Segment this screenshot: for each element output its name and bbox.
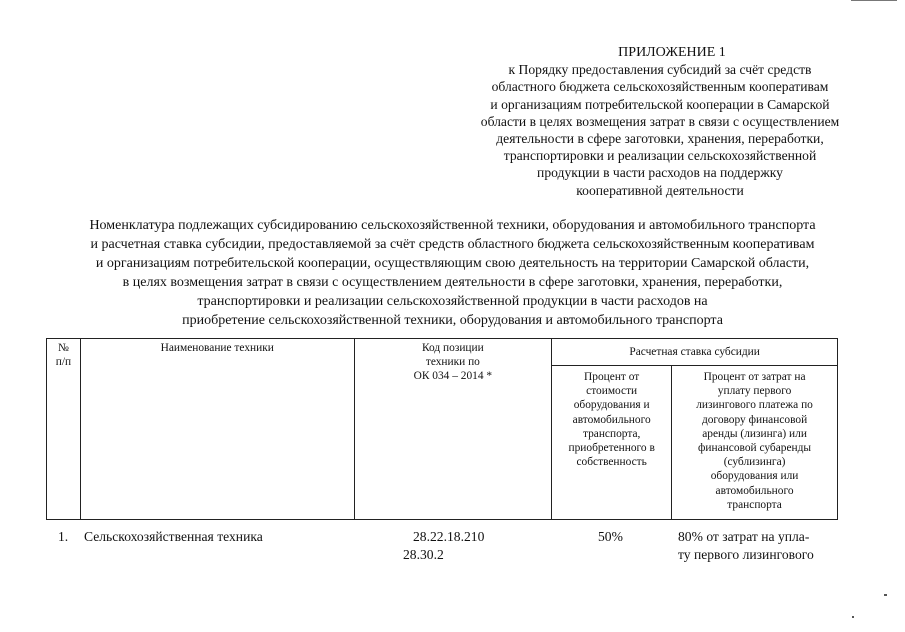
row-leasing-rate: ту первого лизингового — [678, 547, 814, 562]
row-purchase-rate: 50% — [598, 529, 623, 544]
appendix-line: области в целях возмещения затрат в связи с осуществлением — [480, 113, 840, 129]
scan-speck — [852, 616, 854, 618]
title-line: и организациям потребительской кооперации, осуществляющим свою деятельность на территории Самарской области, — [95, 256, 810, 271]
appendix-block — [430, 44, 890, 199]
title-line: в целях возмещения затрат в связи с осуществлением деятельности в сфере заготовки, хранения, переработки, — [122, 275, 783, 290]
appendix-line: продукции в части расходов на поддержку — [537, 165, 783, 181]
title-line: транспортировки и реализации сельскохозяйственной продукции в части расходов на — [197, 294, 708, 309]
document-title — [0, 216, 905, 330]
title-line: и расчетная ставка субсидии, предоставляемой за счёт средств областного бюджета сельскохозяйственным кооперативам — [90, 237, 815, 252]
col-rate-purchase-header: Процент от стоимости оборудования и автомобильного транспорта, приобретенного в собственность — [552, 366, 672, 520]
appendix-line: кооперативной деятельности — [576, 182, 744, 198]
appendix-line: областного бюджета сельскохозяйственным кооперативам — [491, 79, 829, 95]
appendix-heading: ПРИЛОЖЕНИЕ 1 — [618, 45, 726, 60]
col-rate-header: Расчетная ставка субсидии — [552, 339, 838, 366]
title-line: Номенклатура подлежащих субсидированию сельскохозяйственной техники, оборудования и автомобильного транспорта — [89, 218, 816, 233]
row-code: 28.30.2 — [403, 547, 444, 562]
scan-speck — [884, 594, 887, 596]
subsidy-table-header — [46, 338, 838, 520]
appendix-line: транспортировки и реализации сельскохозяйственной — [503, 148, 817, 164]
row-code: 28.22.18.210 — [413, 529, 485, 544]
corner-scan-mark — [851, 0, 897, 1]
row-name: Сельскохозяйственная техника — [84, 529, 263, 544]
row-leasing-rate: 80% от затрат на упла- — [678, 529, 810, 544]
appendix-line: и организациям потребительской кооперации в Самарской — [490, 96, 830, 112]
row-number: 1. — [58, 529, 69, 544]
appendix-line: деятельности в сфере заготовки, хранения, переработки, — [496, 131, 824, 147]
appendix-line: к Порядку предоставления субсидий за счёт средств — [508, 62, 812, 78]
col-code-header: Код позиции техники по ОК 034 – 2014 * — [354, 339, 552, 520]
col-rate-leasing-header: Процент от затрат на уплату первого лизингового платежа по договору финансовой аренды (лизинга) или финансовой субаренды (сублизинга) оборудования или автомобильного транспорта — [672, 366, 838, 520]
title-line: приобретение сельскохозяйственной техники, оборудования и автомобильного транспорта — [182, 313, 723, 328]
col-number-header: № п/п — [47, 339, 81, 520]
col-name-header: Наименование техники — [80, 339, 354, 520]
